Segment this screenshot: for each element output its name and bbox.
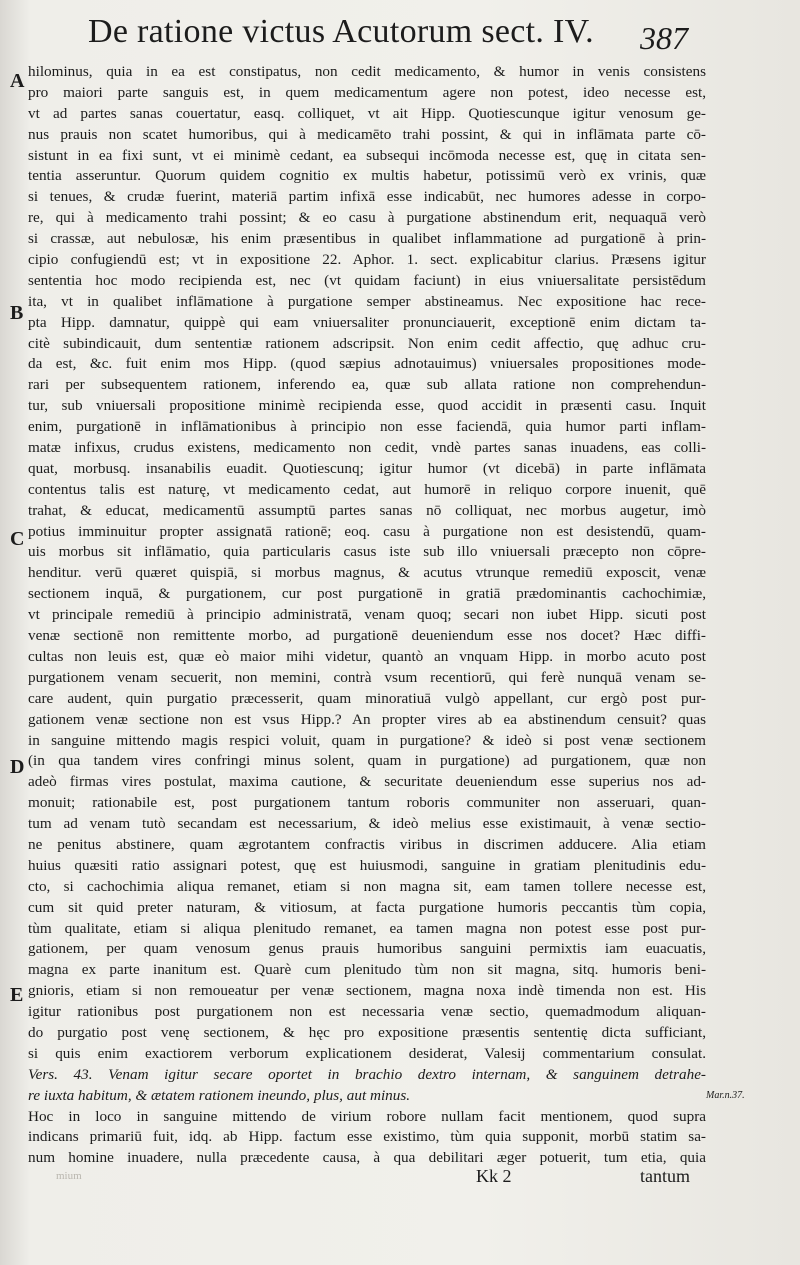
text-line: indicans primariū fuit, idq. ab Hipp. factum esse existimo, tùm quia supponit, morbū statim sa- bbox=[28, 1128, 706, 1146]
text-line: care audent, quin purgatio præcesserit, quam minoratiuā vulgò appellant, cur ergò post pur- bbox=[28, 689, 706, 707]
text-line: matæ infixus, crudus existens, medicamento non cedit, vndè partes sanas inuadens, eas colli- bbox=[28, 439, 706, 457]
text-line: igitur rationibus post purgationem non est necessaria venæ sectio, quemadmodum aliquan- bbox=[28, 1003, 706, 1021]
text-line: citè subindicauit, dum sententiæ rationem adscripsit. Non enim cedit affectio, quę adhuc cru- bbox=[28, 334, 706, 352]
text-line: gationem, per quam venosum genus prauis humoribus sanguini permixtis iam euacuatis, bbox=[28, 940, 706, 958]
margin-letter-c: C bbox=[10, 528, 25, 550]
text-line: pta Hipp. damnatur, quippè qui eam vniuersaliter pronunciauerit, exceptionē enim dictam ta- bbox=[28, 313, 706, 331]
text-line: hilominus, quia in ea est constipatus, non cedit medicamento, & humor in venis consistens bbox=[28, 63, 706, 80]
text-line: adeò firmas vires postulat, maxima cautione, & securitate deueniendum esse superius nos ad- bbox=[28, 773, 706, 791]
text-line: rari per subsequentem rationem, inferendo ea, quæ sub allata ratione non comprehendun- bbox=[28, 376, 706, 394]
text-line: venæ sectionē non remittente morbo, ad purgationē deueniendum esse nos docet? Hæc diffi- bbox=[28, 627, 706, 645]
text-line: quat, morbusq. insanabilis euadit. Quotiescunq; igitur humor (vt dicebā) in parte inflāmata bbox=[28, 459, 706, 477]
text-line: potius imminuitur propter assignatā rationē; eoq. casu à purgatione non est desistendū, quam- bbox=[28, 522, 706, 540]
text-line: pro maiori parte sanguis est, in quem medicamentum agere non potest, ideo necesse est, bbox=[28, 83, 706, 101]
text-line: purgationem venam secuerit, non memini, contrà vsum recentiorū, qui ferè nunquā venam se- bbox=[28, 668, 706, 686]
text-line: re, qui à medicamento trahi possint; & eo casu à purgatione abstinendum erit, nequaquā verò bbox=[28, 209, 706, 227]
text-line: henditur. verū quæret quispiā, si morbus magnus, & acutus vtrunque remediū exposcit, venæ bbox=[28, 564, 706, 582]
text-line: contentus talis est naturę, vt medicamento cedat, aut humorē in reliquo corpore inuenit, quē bbox=[28, 480, 706, 498]
running-header: De ratione victus Acutorum sect. IV. bbox=[88, 13, 594, 50]
text-line: sententia hoc modo recipienda est, nec (vt quidam faciunt) in eius vniuersalitate persistēdum bbox=[28, 271, 706, 289]
text-line: si quis enim exactiorem verborum explicationem desiderat, Valesij commentarium consulat. bbox=[28, 1044, 706, 1062]
text-line: (in qua tandem vires confringi minus solent, quam in purgatione) ad purgationem, quæ non bbox=[28, 752, 706, 770]
text-line: si tenues, & crudæ fuerint, materiā partim infixā esse indicabūt, nec humores adesse in corpo- bbox=[28, 188, 706, 206]
text-line: gationem venæ sectione non est vsus Hipp.? An propter vires ab ea abstinendum censuit? quas bbox=[28, 710, 706, 728]
text-line: num homine inuadere, nulla præcedente causa, à qua debilitari æger potuerit, tum etia, quia bbox=[28, 1149, 706, 1167]
text-line: da est, &c. fuit enim mos Hipp. (quod sæpius adnotauimus) vniuersales propositiones mode- bbox=[28, 355, 706, 373]
text-line: nus prauis non scatet humoribus, qui à medicamēto trahi possint, & qui in inflāmata parte cō- bbox=[28, 125, 706, 143]
margin-note: Mar.n.37. bbox=[706, 1090, 745, 1101]
text-line: tentia asseruntur. Quorum quidem cognitio ex multis habetur, potissimū verò ex vrinis, quæ bbox=[28, 167, 706, 185]
margin-letter-b: B bbox=[10, 302, 24, 324]
text-line: vt principale remediū à principio administratā, venam quoq; secari non iubet Hipp. sicuti post bbox=[28, 606, 706, 624]
text-line: cultas non leuis est, quæ eò maior mihi videtur, quantò an vnquam Hipp. in morbo acuto post bbox=[28, 647, 706, 665]
text-line: in sanguine mittendo magis respici voluit, quam in purgatione? & ideò si post venæ sectionem bbox=[28, 731, 706, 749]
text-line: sectionem inquā, & purgationem, cur post purgationē in gratiā prædominantis cachochimiæ, bbox=[28, 585, 706, 603]
text-line: ita, vt in qualibet inflāmatione à purgatione semper abstineamus. Nec expositione hac rece- bbox=[28, 292, 706, 310]
signature-mark: Kk 2 bbox=[476, 1166, 512, 1186]
text-line: huius quæsiti ratio assignari potest, quę est huiusmodi, sanguine in gratiam plenitudinis edu- bbox=[28, 856, 706, 874]
margin-letter-e: E bbox=[10, 984, 24, 1006]
text-line: cto, si cachochimia aliqua remanet, etiam si non magna sit, eam tamen tollere necesse est, bbox=[28, 877, 706, 895]
text-line: ne penitus abstinere, quam ægrotantem confractis viribus in discrimen adducere. Alia etiam bbox=[28, 835, 706, 853]
text-line: Hoc in loco in sanguine mittendo de virium robore nullam facit mentionem, quod supra bbox=[28, 1107, 706, 1125]
text-line: sistunt in ea fixi sunt, vt ei minimè cedant, ea subsequi incōmoda necesse est, quę in citata sen- bbox=[28, 146, 706, 164]
text-line: trahat, & educat, medicamentū assumptū partes sanas nō colliquat, nec morbus augetur, imò bbox=[28, 501, 706, 519]
text-line: cipio confugiendū est; vt in expositione 22. Aphor. 1. sect. explicabitur clarius. Præsens igitur bbox=[28, 251, 706, 269]
text-line: tum ad venam tutò secandam est necessarium, & ideò melius esse existimauit, à venæ sectio- bbox=[28, 815, 706, 833]
catchword: tantum bbox=[640, 1166, 690, 1186]
text-line: tur, sub vniuersali propositione minimè recipienda esse, quod accidit in præsenti casu. Inquit bbox=[28, 397, 706, 415]
body-text bbox=[28, 62, 706, 1169]
text-line: enim, purgationē in inflāmationibus à principio non esse faciendā, quia humor parti inflam- bbox=[28, 418, 706, 436]
text-line: tùm qualitate, etiam si aliqua plenitudo remanet, ea tamen magna non potest esse post pur- bbox=[28, 919, 706, 937]
verse-heading-line: Vers. 43. Venam igitur secare oportet in brachio dextro internam, & sanguinem detrahe- bbox=[28, 1065, 706, 1083]
text-line: monuit; rationabile est, post purgationem tantum roboris communiter non asseruari, quan- bbox=[28, 794, 706, 812]
text-line: si crassæ, aut nebulosæ, his enim præsentibus in qualibet inflammatione ad purgationē à prin- bbox=[28, 230, 706, 248]
margin-letter-a: A bbox=[10, 70, 25, 92]
verse-heading-line: re iuxta habitum, & ætatem rationem ineundo, plus, aut minus. bbox=[28, 1086, 411, 1104]
text-line: gnioris, etiam si non remoueatur per venæ sectionem, magna noxa indè timenda non est. His bbox=[28, 982, 706, 1000]
show-through-text: mium bbox=[56, 1170, 82, 1182]
margin-letter-d: D bbox=[10, 756, 25, 778]
text-line: uis morbus sit inflāmatio, quia particularis casus iste sub illo vniuersali præcepto non cōpre- bbox=[28, 543, 706, 561]
text-line: magna ex parte inanitum est. Quarè cum plenitudo tùm non sit magna, sitq. humoris beni- bbox=[28, 961, 706, 979]
text-line: do purgatio post venę sectionem, & hęc pro expositione præsentis sententię dicta sufficiant, bbox=[28, 1023, 706, 1041]
text-line: cum sit quid preter naturam, & vitiosum, at facta purgatione humoris peccantis tùm copia, bbox=[28, 898, 706, 916]
page-number: 387 bbox=[640, 20, 688, 56]
text-line: vt ad partes sanas couertatur, easq. colliquet, vt ait Hipp. Quotiescunque igitur venosum ge- bbox=[28, 104, 706, 122]
